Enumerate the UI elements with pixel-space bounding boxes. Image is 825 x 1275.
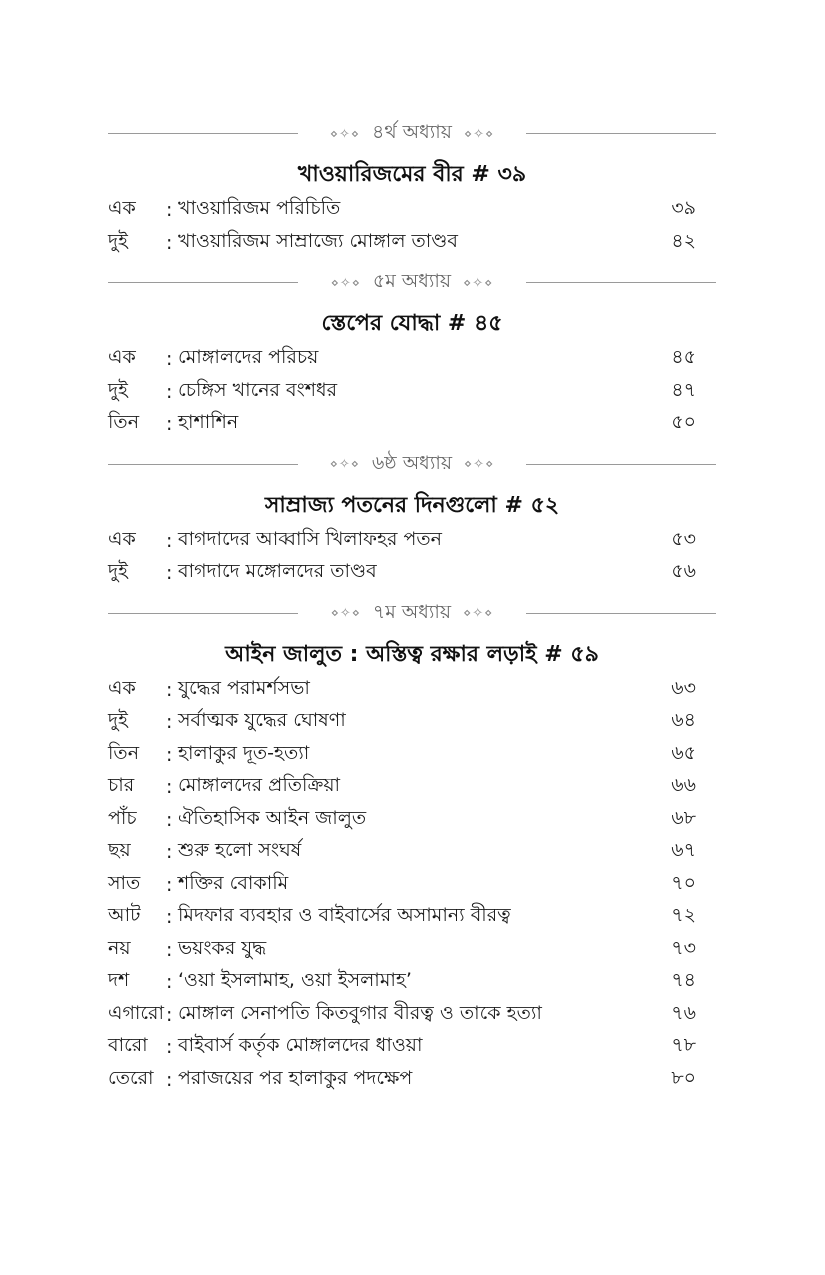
ornament-icon: ⋄✧⋄ xyxy=(464,126,495,142)
entry-page: ৫০ xyxy=(671,411,696,434)
toc-entry[interactable] xyxy=(108,557,716,590)
entry-number: আট xyxy=(108,904,141,927)
chapter-label: ৫ম অধ্যায় xyxy=(372,270,452,292)
entry-title: মোঙ্গালদের পরিচয় xyxy=(178,346,319,369)
entry-page: ৭২ xyxy=(671,904,696,927)
entry-title: ঐতিহাসিক আইন জালুত xyxy=(178,806,367,829)
chapter-title[interactable]: সাম্রাজ্য পতনের দিনগুলো # ৫২ xyxy=(264,492,560,518)
chapter-5 xyxy=(108,261,716,441)
entry-page: ৫৩ xyxy=(671,527,696,550)
entry-page: ৩৯ xyxy=(671,197,696,220)
entry-colon: : xyxy=(166,971,173,994)
entry-page: ৭৮ xyxy=(671,1034,696,1057)
entry-page: ৮০ xyxy=(671,1066,696,1089)
entry-title: ‘ওয়া ইসলামাহ, ওয়া ইসলামাহ’ xyxy=(178,969,412,992)
entry-number: বারো xyxy=(108,1034,148,1057)
divider-line-right xyxy=(526,133,716,134)
chapter-divider xyxy=(108,443,716,487)
entry-number: এক xyxy=(108,346,136,369)
chapter-7 xyxy=(108,592,716,1097)
entry-title: বাইবার্স কর্তৃক মোঙ্গালদের ধাওয়া xyxy=(178,1034,423,1057)
entry-number: পাঁচ xyxy=(108,806,137,829)
entry-page: ৬৬ xyxy=(671,774,696,797)
entry-page: ৫৬ xyxy=(671,560,696,583)
entry-page: ৭৪ xyxy=(671,969,696,992)
toc-entry[interactable] xyxy=(108,1064,716,1097)
toc-entry[interactable] xyxy=(108,836,716,869)
toc-entry[interactable] xyxy=(108,674,716,707)
entry-page: ৭৬ xyxy=(671,1001,696,1024)
toc-entry[interactable] xyxy=(108,1031,716,1064)
entry-title: মিদফার ব্যবহার ও বাইবার্সের অসামান্য বীরত্ব xyxy=(178,904,511,927)
divider-line-right xyxy=(526,613,716,614)
entry-colon: : xyxy=(166,231,173,254)
toc-entry[interactable] xyxy=(108,343,716,376)
divider-line-right xyxy=(526,282,716,283)
entry-title: মোঙ্গাল সেনাপতি কিতবুগার বীরত্ব ও তাকে হত্যা xyxy=(178,1001,542,1024)
entry-page: ৬৮ xyxy=(671,806,696,829)
chapter-title[interactable]: আইন জালুত : অস্তিত্ব রক্ষার লড়াই # ৫৯ xyxy=(225,641,599,667)
divider-line-left xyxy=(108,613,298,614)
toc-entry[interactable] xyxy=(108,934,716,967)
chapter-divider xyxy=(108,112,716,156)
entry-title: সর্বাত্মক যুদ্ধের ঘোষণা xyxy=(178,709,346,732)
toc-entry[interactable] xyxy=(108,771,716,804)
entry-number: এক xyxy=(108,676,136,699)
entry-title: মোঙ্গালদের প্রতিক্রিয়া xyxy=(178,774,341,797)
entry-number: দুই xyxy=(108,709,128,732)
entry-title: যুদ্ধের পরামর্শসভা xyxy=(178,676,310,699)
entry-title: চেঙ্গিস খানের বংশধর xyxy=(178,378,338,401)
table-of-contents xyxy=(108,112,716,1096)
ornament-icon: ⋄✧⋄ xyxy=(330,606,361,621)
toc-entry[interactable] xyxy=(108,999,716,1032)
divider-line-left xyxy=(108,464,298,465)
entry-title: বাগদাদে মঙ্গোলদের তাণ্ডব xyxy=(178,560,377,583)
entry-number: সাত xyxy=(108,871,141,894)
entry-colon: : xyxy=(166,1036,173,1059)
entry-number: তিন xyxy=(108,411,140,434)
entry-number: দুই xyxy=(108,378,128,401)
entry-page: ৬৩ xyxy=(671,676,696,699)
entry-colon: : xyxy=(166,743,173,766)
entry-colon: : xyxy=(166,562,173,585)
entry-title: ভয়ংকর যুদ্ধ xyxy=(178,936,267,959)
toc-entry[interactable] xyxy=(108,966,716,999)
entry-title: হাশাশিন xyxy=(178,411,239,434)
toc-entry[interactable] xyxy=(108,525,716,558)
toc-entry[interactable] xyxy=(108,706,716,739)
entry-colon: : xyxy=(166,841,173,864)
chapter-divider xyxy=(108,261,716,305)
entry-page: ৬৭ xyxy=(671,839,696,862)
toc-entry[interactable] xyxy=(108,739,716,772)
entry-colon: : xyxy=(166,348,173,371)
ornament-icon: ⋄✧⋄ xyxy=(329,457,360,472)
entry-page: ৭০ xyxy=(671,871,696,894)
chapter-label: ৭ম অধ্যায় xyxy=(372,600,452,623)
ornament-icon: ⋄✧⋄ xyxy=(329,126,360,142)
entry-colon: : xyxy=(166,1068,173,1091)
entry-page: ৬৪ xyxy=(671,709,696,732)
chapter-label: ৬ষ্ঠ অধ্যায় xyxy=(371,451,453,474)
entry-colon: : xyxy=(166,938,173,961)
entry-number: দুই xyxy=(108,560,128,583)
chapter-label: ৪র্থ অধ্যায় xyxy=(372,121,452,143)
divider-line-left xyxy=(108,282,298,283)
entry-number: দশ xyxy=(108,969,130,992)
entry-number: এক xyxy=(108,197,136,220)
entry-page: ৭৩ xyxy=(671,936,696,959)
entry-title: হালাকুর দূত-হত্যা xyxy=(178,741,310,764)
toc-entry[interactable] xyxy=(108,408,716,441)
toc-entry[interactable] xyxy=(108,376,716,409)
entry-number: তিন xyxy=(108,741,140,764)
entry-number: চার xyxy=(108,774,135,797)
entry-colon: : xyxy=(166,413,173,436)
entry-title: খাওয়ারিজম সাম্রাজ্যে মোঙ্গাল তাণ্ডব xyxy=(178,229,458,252)
entry-title: বাগদাদের আব্বাসি খিলাফহর পতন xyxy=(178,527,442,550)
entry-colon: : xyxy=(166,906,173,929)
entry-number: এগারো xyxy=(108,1001,165,1024)
entry-title: খাওয়ারিজম পরিচিতি xyxy=(178,197,341,220)
toc-entry[interactable] xyxy=(108,901,716,934)
entry-title: শুরু হলো সংঘর্ষ xyxy=(178,839,302,862)
entry-colon: : xyxy=(166,711,173,734)
entry-colon: : xyxy=(166,529,173,552)
entry-title: পরাজয়ের পর হালাকুর পদক্ষেপ xyxy=(178,1066,413,1089)
entry-colon: : xyxy=(166,199,173,222)
entry-number: নয় xyxy=(108,936,131,959)
divider-line-left xyxy=(108,133,298,134)
entry-title: শক্তির বোকামি xyxy=(178,871,289,894)
chapter-title[interactable]: স্তেপের যোদ্ধা # ৪৫ xyxy=(321,311,503,336)
entry-page: ৪৫ xyxy=(671,346,696,369)
toc-entry[interactable] xyxy=(108,869,716,902)
entry-page: ৪৭ xyxy=(671,378,696,401)
ornament-icon: ⋄✧⋄ xyxy=(463,275,494,291)
entry-number: তেরো xyxy=(108,1066,154,1089)
ornament-icon: ⋄✧⋄ xyxy=(330,275,361,291)
divider-line-right xyxy=(526,464,716,465)
entry-colon: : xyxy=(166,1003,173,1026)
entry-number: ছয় xyxy=(108,839,131,862)
entry-number: এক xyxy=(108,527,136,550)
entry-colon: : xyxy=(166,678,173,701)
ornament-icon: ⋄✧⋄ xyxy=(464,457,495,472)
entry-number: দুই xyxy=(108,229,128,252)
toc-entry[interactable] xyxy=(108,804,716,837)
toc-entry[interactable] xyxy=(108,194,716,227)
entry-page: ৪২ xyxy=(671,229,696,252)
chapter-title[interactable]: খাওয়ারিজমের বীর # ৩৯ xyxy=(297,162,527,187)
toc-entry[interactable] xyxy=(108,227,716,260)
entry-colon: : xyxy=(166,380,173,403)
ornament-icon: ⋄✧⋄ xyxy=(463,606,494,621)
entry-colon: : xyxy=(166,808,173,831)
chapter-divider xyxy=(108,592,716,636)
entry-page: ৬৫ xyxy=(671,741,696,764)
chapter-6 xyxy=(108,443,716,590)
chapter-4 xyxy=(108,112,716,259)
entry-colon: : xyxy=(166,776,173,799)
entry-colon: : xyxy=(166,873,173,896)
